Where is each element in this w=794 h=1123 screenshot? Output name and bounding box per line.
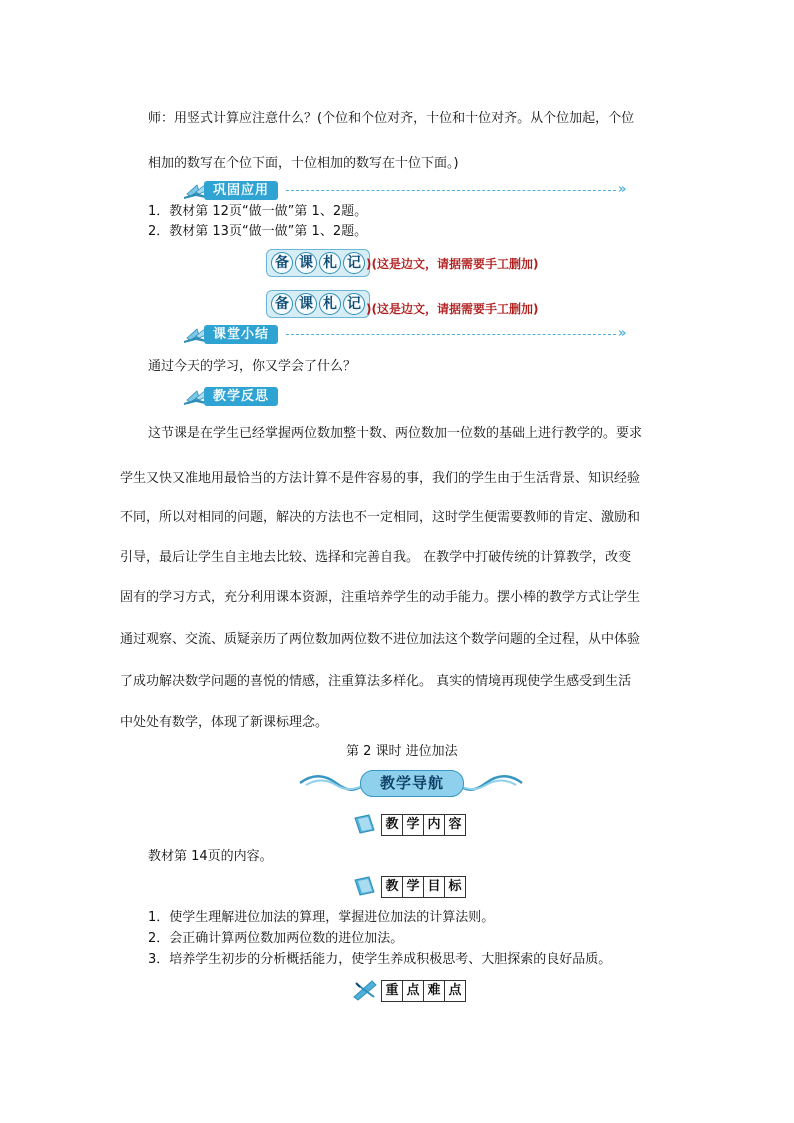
summary-question: 通过今天的学习，你又学会了什么？ [148, 359, 357, 374]
heading-char: 标 [445, 877, 465, 897]
badge-char: 课 [295, 252, 317, 274]
dashed-divider [286, 190, 616, 191]
badge-char: 备 [271, 252, 293, 274]
teaching-nav-banner [298, 768, 524, 798]
arrow-chevrons-icon: » [618, 182, 627, 197]
heading-char: 容 [445, 815, 465, 835]
dashed-divider [286, 334, 616, 335]
arrow-chevrons-icon: » [618, 326, 627, 341]
goal-3: 3．培养学生初步的分析概括能力，使学生养成积极思考、大胆探索的良好品质。 [148, 952, 612, 967]
heading-char: 教 [382, 815, 403, 835]
badge-char: 课 [295, 293, 317, 315]
heading-char: 重 [382, 981, 403, 1001]
margin-note: )(这是边文，请据需要手工删加) [366, 302, 539, 316]
exercise-1: 1．教材第 12页“做一做”第 1、2题。 [148, 204, 368, 219]
exercise-2: 2．教材第 13页“做一做”第 1、2题。 [148, 224, 368, 239]
badge-char: 札 [319, 252, 341, 274]
content-text: 教材第 14页的内容。 [148, 849, 273, 864]
badge-char: 备 [271, 293, 293, 315]
reflection-line-6: 通过观察、交流、质疑亲历了两位数加两位数不进位加法这个数学问题的全过程，从中体验 [120, 632, 641, 647]
reflection-line-5: 固有的学习方式，充分利用课本资源，注重培养学生的动手能力。摆小棒的教学方式让学生 [120, 590, 641, 605]
reflection-line-4: 引导，最后让学生自主地去比较、选择和完善自我。 在教学中打破传统的计算教学，改变 [120, 550, 632, 565]
reflection-line-2: 学生又快又准地用最恰当的方法计算不是件容易的事，我们的学生由于生活背景、知识经验 [120, 471, 641, 486]
heading-char: 教 [382, 877, 403, 897]
section-summary [182, 324, 642, 346]
intro-line-1: 师：用竖式计算应注意什么？(个位和个位对齐，十位和十位对齐。从个位加起，个位 [148, 111, 635, 126]
reflection-line-1: 这节课是在学生已经掌握两位数加整十数、两位数加一位数的基础上进行教学的。要求 [148, 426, 643, 441]
margin-note: )(这是边文，请据需要手工删加) [366, 257, 539, 271]
badge-char: 札 [319, 293, 341, 315]
heading-char: 点 [445, 981, 465, 1001]
heading-char: 内 [424, 815, 445, 835]
wave-ornament-icon [454, 772, 524, 794]
goal-1: 1．使学生理解进位加法的算理，掌握进位加法的计算法则。 [148, 910, 495, 925]
heading-char: 学 [403, 877, 424, 897]
notebook-icon [352, 813, 378, 835]
heading-char: 学 [403, 815, 424, 835]
intro-line-2: 相加的数写在个位下面，十位相加的数写在十位下面。) [148, 156, 459, 171]
heading-char: 目 [424, 877, 445, 897]
banner-label: 教学导航 [360, 770, 464, 797]
section-consolidate [182, 180, 642, 202]
heading-char: 难 [424, 981, 445, 1001]
badge-char: 记 [343, 293, 365, 315]
goal-2: 2．会正确计算两位数加两位数的进位加法。 [148, 931, 404, 946]
section-summary-label: 课堂小结 [204, 325, 278, 344]
reflection-line-7: 了成功解决数学问题的喜悦的情感，注重算法多样化。 真实的情境再现使学生感受到生活 [120, 674, 632, 689]
section-reflection-label: 教学反思 [204, 387, 278, 406]
heading-char: 点 [403, 981, 424, 1001]
lesson-title: 第 2 课时 进位加法 [346, 744, 458, 759]
section-reflection [182, 386, 642, 408]
reflection-line-8: 中处处有数学，体现了新课标理念。 [120, 715, 329, 730]
notebook-icon [352, 875, 378, 897]
badge-char: 记 [343, 252, 365, 274]
reflection-line-3: 不同，所以对相同的问题，解决的方法也不一定相同，这时学生便需要教师的肯定、激励和 [120, 510, 641, 525]
wave-ornament-icon [298, 772, 368, 794]
section-consolidate-label: 巩固应用 [204, 181, 278, 200]
pen-ruler-icon [352, 979, 378, 1001]
